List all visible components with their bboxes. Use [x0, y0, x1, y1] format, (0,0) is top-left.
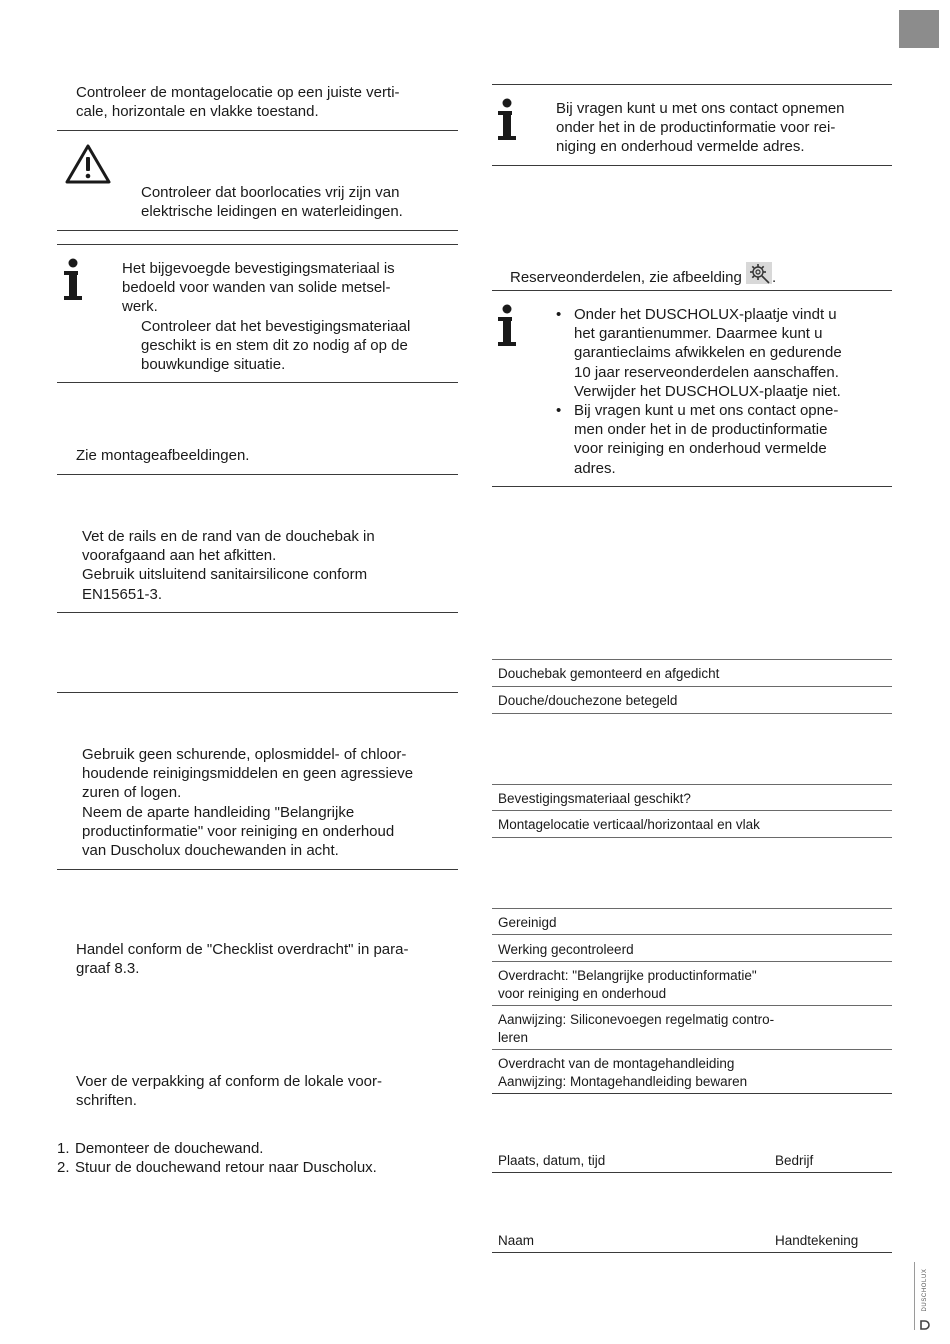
sign-signature-label: Handtekening [775, 1233, 859, 1248]
divider [57, 244, 458, 245]
check-mounting-location-text: Controleer de montagelocatie op een juiste verti- cale, horizontale en vlakke toestand. [76, 84, 400, 121]
divider [57, 869, 458, 870]
checklist-divider [492, 961, 892, 962]
footer-brand-rule [914, 1262, 915, 1330]
divider [57, 692, 458, 693]
disassembly-steps [57, 1139, 457, 1177]
see-mounting-images-text: Zie montageafbeeldingen. [76, 447, 250, 464]
sign-company-label: Bedrijf [775, 1153, 814, 1168]
divider [492, 165, 892, 166]
checklist-divider [492, 659, 892, 660]
warranty-info-list [556, 305, 891, 478]
sealing-instruction-text: Vet de rails en de rand van de douchebak in voorafgaand aan het afkitten. Gebruik uitsluitend sanitairsilicone conform EN15651-3. [82, 528, 375, 603]
checklist-divider [492, 837, 892, 838]
divider [492, 290, 892, 291]
divider [57, 230, 458, 231]
contact-info-text: Bij vragen kunt u met ons contact opnemen onder het in de productinformatie voor rei- niging en onderhoud vermelde adres. [556, 100, 845, 156]
sign-name-label: Naam [498, 1233, 535, 1248]
sign-place-date-label: Plaats, datum, tijd [498, 1153, 606, 1168]
list-item: • Onder het DUSCHOLUX-plaatje vindt u het garantienummer. Daarmee kunt u garantieclaims afwikkelen en gedurende 10 jaar reserveonderdelen aanschaffen. Verwijder het DUSCHOLUX-plaatje niet. [556, 305, 891, 401]
cleaning-instruction-text: Gebruik geen schurende, oplosmiddel- of chloor- houdende reinigingsmiddelen en geen agressieve zuren of logen. Neem de aparte handleiding "Belangrijke productinformatie" voor reiniging en onderhoud van Duscholux douchewanden in acht. [82, 746, 414, 860]
page-tab [899, 10, 939, 48]
divider [492, 84, 892, 85]
footer-brand [918, 1262, 932, 1332]
spare-parts-text: Reserveonderdelen, zie afbeelding [510, 269, 742, 286]
list-item: 2. Stuur de douchewand retour naar Duscholux. [57, 1159, 377, 1177]
brand-name: DUSCHOLUX [922, 1268, 928, 1312]
signature-line [492, 1252, 892, 1253]
checklist-divider [492, 1093, 892, 1094]
list-item: • Bij vragen kunt u met ons contact opne- men onder het in de productinformatie voor reiniging en onderhoud vermelde adres. [556, 401, 891, 478]
divider [57, 130, 458, 131]
checklist-divider [492, 686, 892, 687]
list-item: 1. Demonteer de douchewand. [57, 1140, 264, 1157]
info-icon [62, 258, 84, 306]
info-icon [496, 304, 518, 352]
warning-text: Controleer dat boorlocaties vrij zijn van elektrische leidingen en waterleidingen. [141, 184, 403, 221]
checklist-divider [492, 1005, 892, 1006]
spare-parts-line: Reserveonderdelen, zie afbeelding . [510, 262, 890, 287]
packaging-disposal-text: Voer de verpakking af conform de lokale voor- schriften. [76, 1073, 382, 1110]
checklist-divider [492, 784, 892, 785]
signature-line [492, 1172, 892, 1173]
divider [492, 486, 892, 487]
checklist-divider [492, 908, 892, 909]
warning-triangle-icon [64, 143, 112, 185]
handover-checklist-text: Handel conform de "Checklist overdracht" in para- graaf 8.3. [76, 941, 409, 978]
checklist-divider [492, 934, 892, 935]
divider [57, 612, 458, 613]
info-mounting-material-instruction: Controleer dat het bevestigingsmateriaal geschikt is en stem dit zo nodig af op de bouwkundige situatie. [141, 318, 411, 374]
checklist-divider [492, 810, 892, 811]
duscholux-logo-icon [920, 1320, 930, 1330]
info-mounting-material-text: Het bijgevoegde bevestigingsmateriaal is bedoeld voor wanden van solide metsel- werk. [122, 260, 395, 316]
info-icon [496, 98, 518, 146]
divider [57, 474, 458, 475]
spare-parts-gear-icon [746, 262, 772, 284]
checklist-divider [492, 713, 892, 714]
divider [57, 382, 458, 383]
checklist-divider [492, 1049, 892, 1050]
